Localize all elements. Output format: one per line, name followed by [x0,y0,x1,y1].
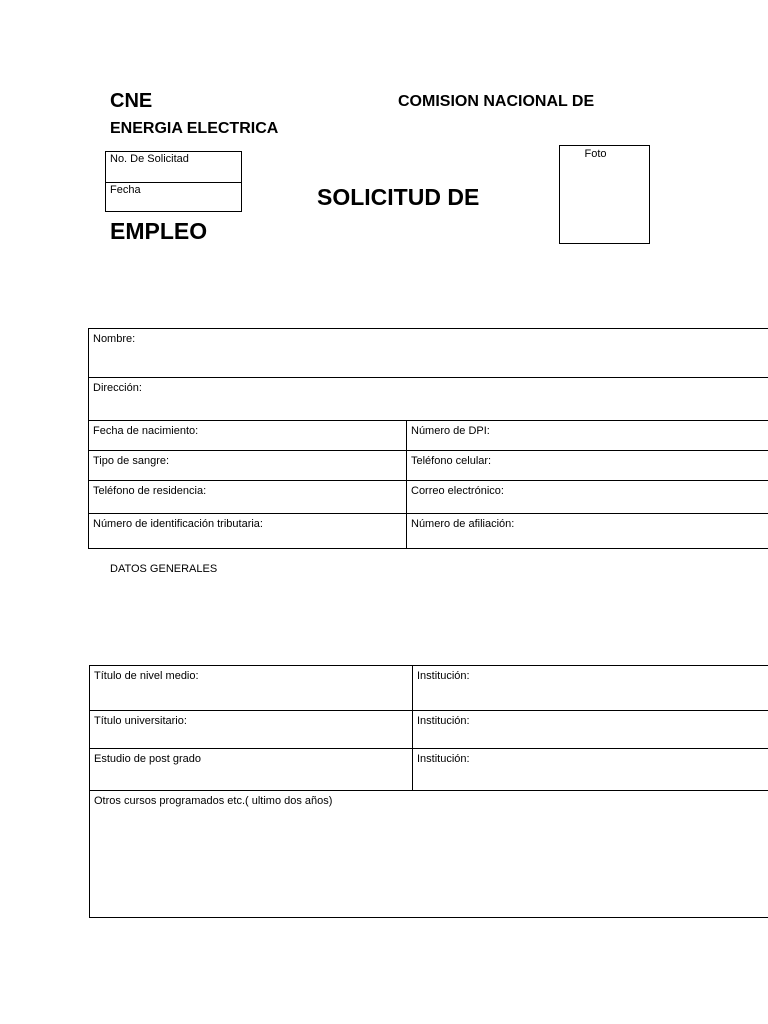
tax-id-label: Número de identificación tributaria: [93,518,263,530]
photo-box[interactable] [559,145,650,244]
address-label: Dirección: [93,382,142,394]
mobile-phone-field[interactable] [407,451,768,481]
request-number-label: No. De Solicitad [110,153,189,165]
home-phone-label: Teléfono de residencia: [93,485,207,497]
birth-date-field[interactable] [89,421,407,451]
email-field[interactable] [407,481,768,514]
affiliation-number-field[interactable] [407,514,768,549]
university-title-field[interactable] [90,711,413,749]
email-label: Correo electrónico: [411,485,504,497]
request-number-field[interactable] [106,152,241,182]
org-name-line-2: ENERGIA ELECTRICA [110,120,279,137]
org-name-line-1: COMISION NACIONAL DE [398,93,595,110]
tax-id-field[interactable] [89,514,407,549]
dpi-number-field[interactable] [407,421,768,451]
request-info-box [105,151,242,212]
high-school-institution-label: Institución: [417,670,470,682]
dpi-number-label: Número de DPI: [411,425,490,437]
other-courses-field[interactable] [90,791,768,918]
university-institution-field[interactable] [413,711,768,749]
home-phone-field[interactable] [89,481,407,514]
blood-type-field[interactable] [89,451,407,481]
blood-type-label: Tipo de sangre: [93,455,170,467]
name-label: Nombre: [93,333,136,345]
birth-date-label: Fecha de nacimiento: [93,425,199,437]
request-date-field[interactable] [106,182,241,212]
photo-label: Foto [584,148,607,160]
high-school-title-field[interactable] [90,666,413,711]
postgraduate-institution-label: Institución: [417,753,470,765]
university-institution-label: Institución: [417,715,470,727]
postgraduate-label: Estudio de post grado [94,753,202,765]
postgraduate-field[interactable] [90,749,413,791]
address-field[interactable] [89,378,768,421]
request-date-label: Fecha [110,183,141,196]
postgraduate-institution-field[interactable] [413,749,768,791]
education-table [89,665,768,918]
university-title-label: Título universitario: [94,715,187,727]
high-school-title-label: Título de nivel medio: [94,670,199,682]
form-title-line-2: EMPLEO [110,218,208,244]
org-acronym: CNE [110,90,153,112]
section-label: DATOS GENERALES [110,563,218,575]
mobile-phone-label: Teléfono celular: [411,455,492,467]
other-courses-label: Otros cursos programados etc.( ultimo dos años) [94,795,333,807]
personal-data-table [88,328,768,549]
form-title-line-1: SOLICITUD DE [317,184,480,210]
name-field[interactable] [89,329,768,378]
affiliation-number-label: Número de afiliación: [411,518,515,530]
high-school-institution-field[interactable] [413,666,768,711]
